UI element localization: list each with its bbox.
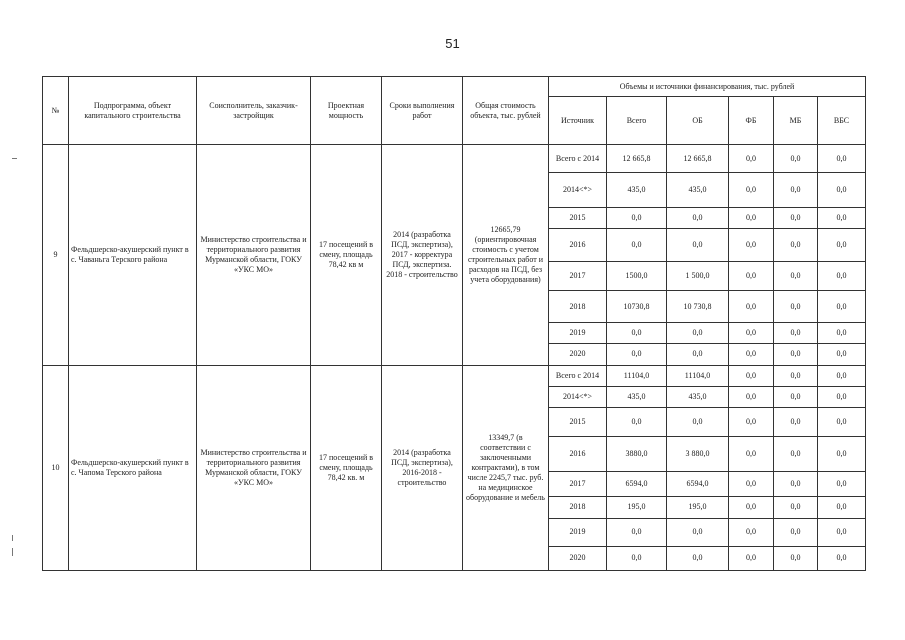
cell-ob: 3 880,0	[667, 436, 729, 472]
header-subprogram: Подпрограмма, объект капитального строительства	[69, 77, 197, 145]
cell-vbs: 0,0	[818, 518, 866, 546]
cell-mb: 0,0	[774, 173, 818, 208]
cell-fb: 0,0	[729, 145, 774, 173]
cell-fb: 0,0	[729, 291, 774, 322]
cell-mb: 0,0	[774, 472, 818, 496]
cell-mb: 0,0	[774, 496, 818, 518]
cell-all: 435,0	[607, 173, 667, 208]
cell-fb: 0,0	[729, 207, 774, 228]
header-capacity: Проектная мощность	[311, 77, 382, 145]
object-capacity: 17 посещений в смену, площадь 78,42 кв. м	[311, 365, 382, 570]
cell-source: 2017	[549, 472, 607, 496]
object-period: 2014 (разработка ПСД, экспертиза), 2017 - корректура ПСД, экспертиза. 2018 - строительство	[382, 145, 463, 366]
object-period: 2014 (разработка ПСД, экспертиза), 2016-2018 - строительство	[382, 365, 463, 570]
cell-vbs: 0,0	[818, 407, 866, 436]
object-executor: Министерство строительства и территориального развития Мурманской области, ГОКУ «УКС МО»	[197, 145, 311, 366]
cell-vbs: 0,0	[818, 145, 866, 173]
cell-mb: 0,0	[774, 145, 818, 173]
cell-mb: 0,0	[774, 207, 818, 228]
cell-ob: 12 665,8	[667, 145, 729, 173]
cell-mb: 0,0	[774, 228, 818, 261]
cell-fb: 0,0	[729, 365, 774, 386]
cell-vbs: 0,0	[818, 262, 866, 291]
cell-mb: 0,0	[774, 436, 818, 472]
cell-fb: 0,0	[729, 386, 774, 407]
cell-source: 2014<*>	[549, 173, 607, 208]
header-num: №	[43, 77, 69, 145]
cell-source: 2019	[549, 322, 607, 343]
object-num: 10	[43, 365, 69, 570]
cell-ob: 0,0	[667, 407, 729, 436]
cell-all: 195,0	[607, 496, 667, 518]
cell-source: 2018	[549, 496, 607, 518]
cell-ob: 0,0	[667, 518, 729, 546]
cell-fb: 0,0	[729, 472, 774, 496]
table-row	[43, 145, 866, 173]
object-name: Фельдшерско-акушерский пункт в с. Чаваньга Терского района	[69, 145, 197, 366]
cell-vbs: 0,0	[818, 173, 866, 208]
cell-all: 12 665,8	[607, 145, 667, 173]
object-executor: Министерство строительства и территориального развития Мурманской области, ГОКУ «УКС МО»	[197, 365, 311, 570]
cell-source: 2015	[549, 207, 607, 228]
cell-vbs: 0,0	[818, 343, 866, 365]
header-mb: МБ	[774, 97, 818, 145]
cell-vbs: 0,0	[818, 472, 866, 496]
cell-source: 2017	[549, 262, 607, 291]
cell-source: 2020	[549, 546, 607, 570]
cell-mb: 0,0	[774, 322, 818, 343]
cell-source: 2020	[549, 343, 607, 365]
object-cost: 12665,79 (ориентировочная стоимость с учетом строительных работ и расходов на ПСД, без учета оборудования)	[463, 145, 549, 366]
cell-all: 3880,0	[607, 436, 667, 472]
cell-source: 2018	[549, 291, 607, 322]
cell-vbs: 0,0	[818, 496, 866, 518]
cell-ob: 0,0	[667, 322, 729, 343]
cell-fb: 0,0	[729, 407, 774, 436]
cell-all: 6594,0	[607, 472, 667, 496]
cell-source: 2014<*>	[549, 386, 607, 407]
header-financing: Объемы и источники финансирования, тыс. рублей	[549, 77, 866, 97]
cell-all: 0,0	[607, 322, 667, 343]
cell-all: 10730,8	[607, 291, 667, 322]
cell-ob: 0,0	[667, 546, 729, 570]
object-num: 9	[43, 145, 69, 366]
cell-fb: 0,0	[729, 496, 774, 518]
cell-fb: 0,0	[729, 518, 774, 546]
header-source: Источник	[549, 97, 607, 145]
cell-fb: 0,0	[729, 343, 774, 365]
cell-ob: 0,0	[667, 343, 729, 365]
object-capacity: 17 посещений в смену, площадь 78,42 кв м	[311, 145, 382, 366]
cell-all: 0,0	[607, 343, 667, 365]
cell-vbs: 0,0	[818, 207, 866, 228]
cell-mb: 0,0	[774, 343, 818, 365]
header-fb: ФБ	[729, 97, 774, 145]
object-cost: 13349,7 (в соответствии с заключенными контрактами), в том числе 2245,7 тыс. руб. на медицинское оборудование и мебель	[463, 365, 549, 570]
cell-all: 0,0	[607, 207, 667, 228]
cell-fb: 0,0	[729, 173, 774, 208]
cell-ob: 0,0	[667, 207, 729, 228]
cell-vbs: 0,0	[818, 291, 866, 322]
header-all: Всего	[607, 97, 667, 145]
financing-table	[42, 76, 866, 571]
header-vbs: ВБС	[818, 97, 866, 145]
cell-fb: 0,0	[729, 322, 774, 343]
cell-fb: 0,0	[729, 546, 774, 570]
cell-ob: 6594,0	[667, 472, 729, 496]
cell-mb: 0,0	[774, 546, 818, 570]
cell-vbs: 0,0	[818, 228, 866, 261]
cell-all: 1500,0	[607, 262, 667, 291]
cell-source: 2019	[549, 518, 607, 546]
cell-vbs: 0,0	[818, 386, 866, 407]
cell-fb: 0,0	[729, 262, 774, 291]
cell-vbs: 0,0	[818, 322, 866, 343]
cell-ob: 11104,0	[667, 365, 729, 386]
cell-source: Всего с 2014	[549, 365, 607, 386]
cell-ob: 435,0	[667, 173, 729, 208]
cell-source: 2016	[549, 228, 607, 261]
cell-fb: 0,0	[729, 228, 774, 261]
cell-all: 0,0	[607, 518, 667, 546]
object-name: Фельдшерско-акушерский пункт в с. Чапома Терского района	[69, 365, 197, 570]
cell-vbs: 0,0	[818, 546, 866, 570]
page-number: 51	[445, 36, 460, 51]
cell-ob: 435,0	[667, 386, 729, 407]
cell-source: 2016	[549, 436, 607, 472]
cell-ob: 10 730,8	[667, 291, 729, 322]
cell-mb: 0,0	[774, 518, 818, 546]
scan-mark	[12, 548, 13, 556]
cell-source: Всего с 2014	[549, 145, 607, 173]
scan-mark	[12, 158, 17, 159]
cell-mb: 0,0	[774, 262, 818, 291]
cell-all: 435,0	[607, 386, 667, 407]
cell-mb: 0,0	[774, 365, 818, 386]
cell-ob: 195,0	[667, 496, 729, 518]
scan-mark	[12, 535, 13, 541]
cell-ob: 1 500,0	[667, 262, 729, 291]
cell-vbs: 0,0	[818, 365, 866, 386]
cell-all: 11104,0	[607, 365, 667, 386]
cell-source: 2015	[549, 407, 607, 436]
cell-all: 0,0	[607, 407, 667, 436]
cell-all: 0,0	[607, 228, 667, 261]
header-total-cost: Общая стоимость объекта, тыс. рублей	[463, 77, 549, 145]
header-period: Сроки выполнения работ	[382, 77, 463, 145]
cell-fb: 0,0	[729, 436, 774, 472]
cell-mb: 0,0	[774, 386, 818, 407]
header-executor: Соисполнитель, заказчик-застройщик	[197, 77, 311, 145]
table-row	[43, 365, 866, 386]
cell-ob: 0,0	[667, 228, 729, 261]
cell-mb: 0,0	[774, 291, 818, 322]
cell-all: 0,0	[607, 546, 667, 570]
cell-mb: 0,0	[774, 407, 818, 436]
header-ob: ОБ	[667, 97, 729, 145]
cell-vbs: 0,0	[818, 436, 866, 472]
